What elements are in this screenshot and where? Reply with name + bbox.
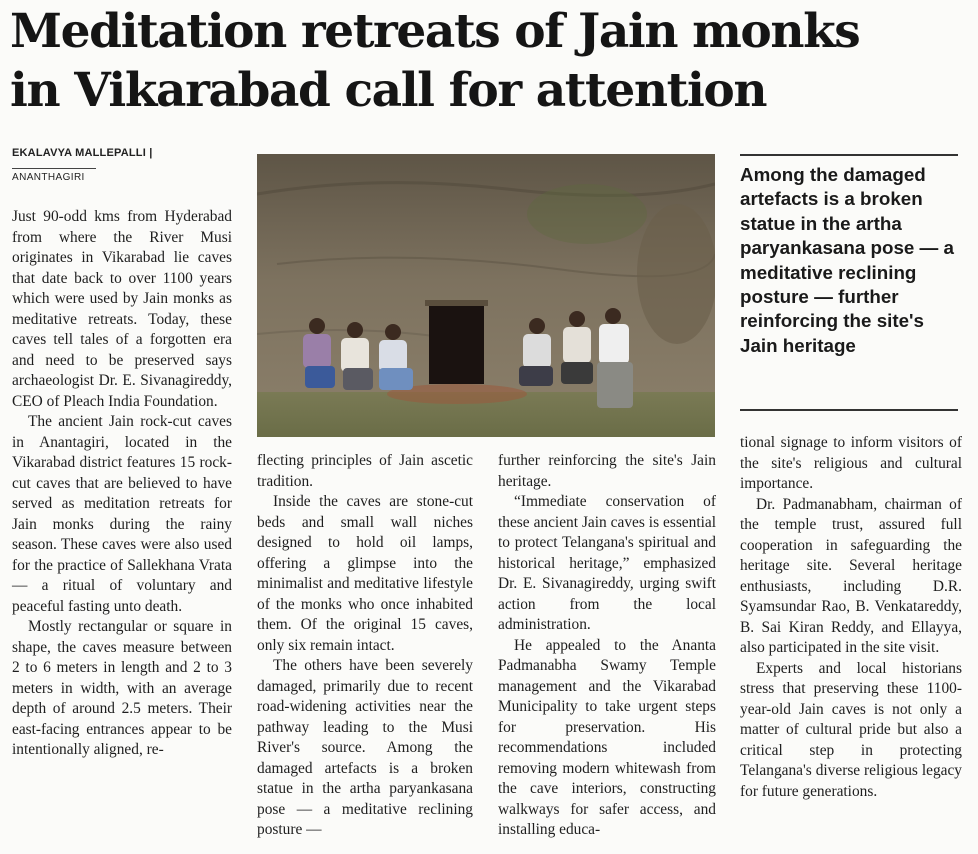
paragraph: He appealed to the Ananta Padmanabha Swamy Temple management and the Vikarabad Municipality to take urgent steps for preservation. His recommendations included removing modern whitewash from the cave interiors, constructing walkways for safer access, and installing educa- [498,636,716,838]
paragraph: “Immediate conservation of these ancient Jain caves is essential to protect Telangana's spiritual and historical heritage,” emphasized Dr. E. Sivanagireddy, urging swift action from the local administration. [498,493,716,633]
paragraph: The ancient Jain rock-cut caves in Anantagiri, located in the Vikarabad district features 15 rock-cut caves that are believed to have served as meditation retreats for Jain monks during the rainy season. These caves were also used for the practice of Sallekhana Vrata — a ritual of voluntary and peaceful fasting unto death. [12,413,232,615]
headline-line-2: in Vikarabad call for attention [10,63,767,118]
paragraph: Just 90-odd kms from Hyderabad from where the River Musi originates in Vikarabad lie caves that date back to over 1100 years which were used by Jain monks as meditative retreats. Today, these caves tell tales of a forgotten era and need to be preserved says archaeologist Dr. E. Sivanagireddy, CEO of Pleach India Foundation. [12,208,232,410]
paragraph: Mostly rectangular or square in shape, the caves measure between 2 to 6 meters in length and 2 to 3 meters in width, with an average depth of around 2.5 meters. Their east-facing entrances appear to be intentionally aligned, re- [12,618,232,758]
paragraph: flecting principles of Jain ascetic tradition. [257,452,473,490]
byline: EKALAVYA MALLEPALLI | [12,147,153,159]
article-column-3 [498,451,716,841]
cave-photo-illustration [257,154,715,437]
paragraph: Experts and local historians stress that preserving these 1100-year-old Jain caves is not only a matter of cultural pride but also a critical step in protecting Telangana's diverse religious legacy for future generations. [740,659,962,800]
headline-line-1: Meditation retreats of Jain monks [10,4,860,59]
pullquote: Among the damaged artefacts is a broken statue in the artha paryankasana pose — a meditative reclining posture — further reinforcing the site's Jain heritage [740,164,955,356]
headline [10,2,970,120]
moss [527,184,647,244]
paragraph: further reinforcing the site's Jain heritage. [498,452,716,490]
article-column-2 [257,451,473,841]
article-column-4 [740,433,962,802]
dateline: ANANTHAGIRI [12,168,96,183]
paragraph: Inside the caves are stone-cut beds and small wall niches designed to hold oil lamps, offering a glimpse into the minimalist and meditative lifestyle of the monks who once inhabited them. Of the original 15 caves, only six remain intact. [257,493,473,654]
article-column-1 [12,207,232,761]
cave-photo [257,154,715,437]
paragraph: Dr. Padmanabham, chairman of the temple trust, assured full cooperation in safeguarding the heritage site. Several heritage enthusiasts, including D.R. Syamsundar Rao, B. Venkatareddy, B. Sai Kiran Reddy, and Ellayya, also participated in the site visit. [740,495,962,656]
paragraph: tional signage to inform visitors of the site's religious and cultural importance. [740,434,962,492]
pullquote-rule-top [740,154,958,156]
paragraph: The others have been severely damaged, primarily due to recent road-widening activities near the pathway leading to the Musi River's source. Among the damaged artefacts is a broken statue in the artha paryankasana pose — a meditative reclining posture — [257,657,473,838]
cave-entrance [429,304,484,384]
people-group-left [303,318,413,390]
pullquote-rule-bottom [740,409,958,411]
